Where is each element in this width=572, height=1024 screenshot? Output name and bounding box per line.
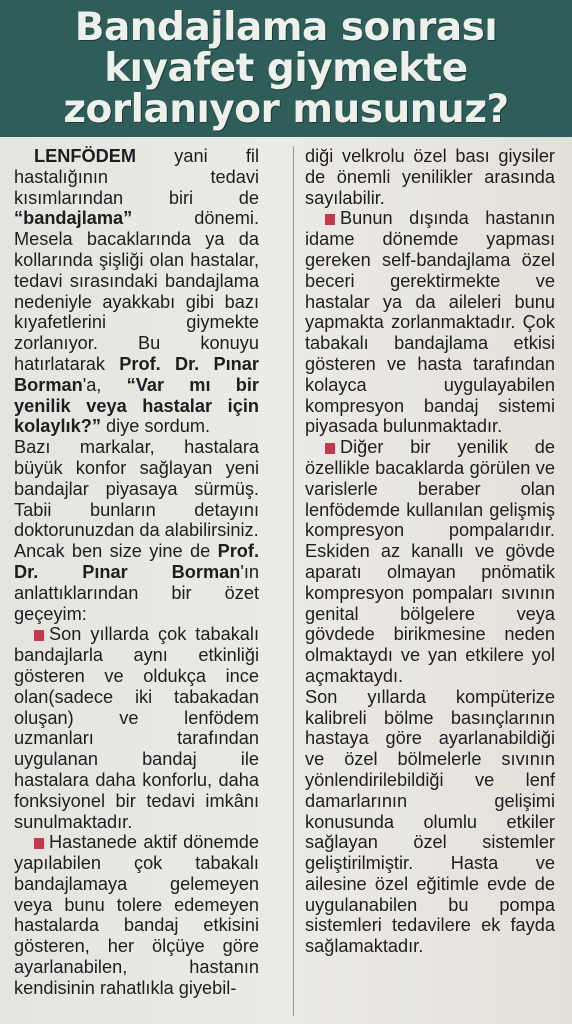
left-column xyxy=(14,146,259,999)
bullet-paragraph: Bunun dışında hastanın idame dönemde yapması gereken self-bandajlama özel beceri gerektirmekte ve hastalar ya da aileleri bunu yapmakta zorlanmaktadır. Çok tabakalı bandajlama etkisi gösteren ve hasta tarafından kolayca uygulayabilen kompresyon bandaj sistemi piyasada bulunmaktadır. xyxy=(305,208,555,437)
column-divider xyxy=(293,146,294,1016)
bullet-paragraph: Hastanede aktif dönemde yapılabilen çok tabakalı bandajlamaya gelemeyen veya bunu tolere edemeyen hastalarda bandaj etkisini gösteren, her ölçüye göre ayarlanabilen, hastanın kendisinin rahatlıkla giyebil- xyxy=(14,832,259,998)
doctor-name: Prof. Dr. Pınar Borman xyxy=(14,353,259,395)
paragraph: Ancak ben size yine de Prof. Dr. Pınar Borman'ın anlattıklarından bir özet geçeyim: xyxy=(14,541,259,624)
square-bullet-icon xyxy=(325,443,335,454)
headline: Bandajlama sonrası kıyafet giymekte zorlanıyor musunuz? xyxy=(63,5,509,132)
lead-word: LENFÖDEM xyxy=(34,146,137,166)
right-column xyxy=(305,146,555,957)
paragraph: diği velkrolu özel bası giysiler de önemli yenilikler arasında sayılabilir. xyxy=(305,146,555,208)
square-bullet-icon xyxy=(325,214,335,225)
square-bullet-icon xyxy=(34,630,44,641)
paragraph: Bazı markalar, hastalara büyük konfor sağlayan yeni bandajlar piyasaya sürmüş. Tabii bunların detayını doktorunuzdan da alabilirsiniz. xyxy=(14,437,259,541)
paragraph: Son yıllarda kompüterize kalibreli bölme basınçlarının hastaya göre ayarlanabildiği ve özel bölmelerle sıvının yönlendirilebildiği ve lenf damarlarının gelişimi konusunda olumlu etkiler sağlayan özel sistemler geliştirilmiştir. Hasta ve ailesine özel eğitimle evde de uygulanabilen bu pompa sistemleri tedavilere ek fayda sağlamaktadır. xyxy=(305,686,555,957)
headline-banner xyxy=(0,0,572,137)
bullet-paragraph: Son yıllarda çok tabakalı bandajlarla aynı etkinliği gösteren ve oldukça ince olan(sadece iki tabakadan oluşan) ve lenfödem uzmanları tarafından uygulanan bandaj ile hastalara daha konforlu, daha fonksiyonel bir tedavi imkânı sunulmaktadır. xyxy=(14,624,259,832)
intro-paragraph: LENFÖDEM yani fil hastalığının tedavi kısımlarından biri de “bandajlama” dönemi. Mesela bacaklarında ya da kollarında şişliği olan hastalar, tedavi sırasındaki bandajlama nedeniyle ayakkabı gibi bazı kıyafetlerini giymekte zorlanıyor. Bu konuyu hatırlatarak Prof. Dr. Pınar Borman'a, “Var mı bir yenilik veya hastalar için kolaylık?” diye sordum. xyxy=(14,146,259,437)
bullet-paragraph: Diğer bir yenilik de özellikle bacaklarda görülen ve varislerle beraber olan lenfödemde kullanılan gelişmiş kompresyon pompalarıdır. Eskiden az kanallı ve gövde aparatı olmayan pnömatik kompresyon pompaları sıvının genital bölgelere veya gövdede birikmesine neden olmaktaydı ve yan etkilere yol açmaktaydı. xyxy=(305,437,555,686)
square-bullet-icon xyxy=(34,838,44,849)
doctor-name: Prof. Dr. Pınar Borman xyxy=(14,541,259,582)
question-quote: “Var mı bir yenilik veya hastalar için kolaylık?” xyxy=(14,374,259,437)
